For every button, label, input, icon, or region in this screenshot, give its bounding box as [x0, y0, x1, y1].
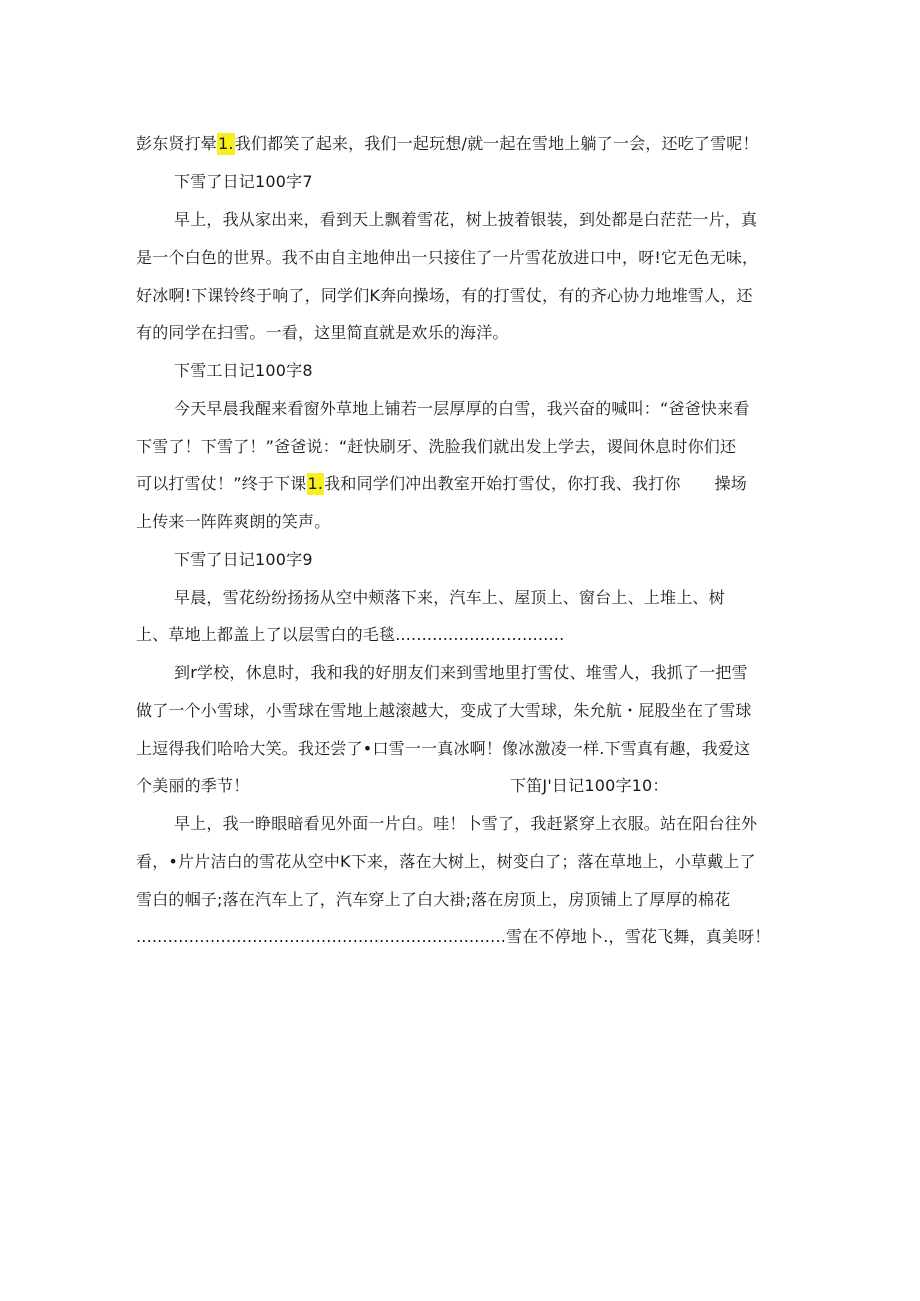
section-heading: 下雪了日记100字9	[174, 550, 313, 569]
text-line: 早上，我一睁眼暗看见外面一片白。哇！卜雪了，我赶紧穿上衣服。站在阳台往外	[174, 814, 758, 833]
text-line	[136, 473, 747, 495]
highlight-mark: 1.	[307, 474, 324, 493]
text-line: ......................................................................雪在不停地卜.，雪花飞舞，真美呀！	[136, 927, 771, 946]
text-line: 看，•片片洁白的雪花从空中K下来，落在大树上，树变白了；落在草地上，小草戴上了	[136, 852, 756, 871]
text-line: 下雪了！下雪了！”爸爸说：“赶快刷牙、洗脸我们就出发上学去，谡间休息时你们还	[136, 437, 737, 456]
text-line	[136, 133, 759, 155]
text-line: 好冰啊!下课铃终于响了，同学们K奔向操场，有的打雪仗，有的齐心协力地堆雪人，还	[136, 286, 753, 305]
text-line: 到r学校，休息时，我和我的好朋友们来到雪地里打雪仗、堆雪人，我抓了一把雪	[174, 663, 748, 682]
section-heading: 下雪了日记100字7	[174, 172, 313, 191]
text-line: 上、草地上都盖上了以层雪白的毛毯................................	[136, 625, 565, 644]
text-fragment: 我和同学们冲出教室开始打雪仗，你打我、我打你	[324, 474, 681, 493]
text-line: 早上，我从家出来，看到天上飘着雪花，树上披着银装，到处都是白茫茫一片，真	[174, 210, 758, 229]
text-fragment: 可以打雪仗！”终于下课	[136, 474, 307, 493]
text-line: 早晨，雪花纷纷扬扬从空中颊落下来，汽车上、屋顶上、窗台上、上堆上、树	[174, 588, 725, 607]
section-heading: 下笛J'日记100字10：	[510, 776, 669, 795]
text-fragment: 我们都笑了起来，我们一起玩想/就一起在雪地上躺了一会，还吃了雪呢！	[234, 134, 759, 153]
text-line: 个美丽的季节！	[136, 776, 250, 795]
text-line: 上逗得我们哈哈大笑。我还尝了•口雪一一真冰啊！像冰激凌一样.下雪真有趣，我爱这	[136, 739, 751, 758]
text-line: 上传来一阵阵爽朗的笑声。	[136, 512, 331, 531]
text-line: 今天早晨我醒来看窗外草地上铺若一层厚厚的白雪，我兴奋的喊叫：“爸爸快来看	[174, 399, 750, 418]
text-line: 是一个白色的世界。我不由自主地伸出一只接住了一片雪花放进口中，呀!它无色无味，	[136, 248, 759, 267]
highlight-mark: 1.	[218, 134, 234, 153]
section-heading: 下雪工日记100字8	[174, 361, 313, 380]
text-line: 做了一个小雪球，小雪球在雪地上越滚越大，变成了大雪球，朱允航・屁股坐在了雪球	[136, 701, 752, 720]
text-fragment: 彭东贤打晕	[136, 134, 218, 153]
text-line: 有的同学在扫雪。一看，这里简直就是欢乐的海洋。	[136, 323, 509, 342]
text-fragment: 操场	[714, 474, 747, 493]
text-line: 雪白的帼子;落在汽车上了，汽车穿上了白大褂;落在房顶上，房顶铺上了厚厚的棉花	[136, 890, 731, 909]
